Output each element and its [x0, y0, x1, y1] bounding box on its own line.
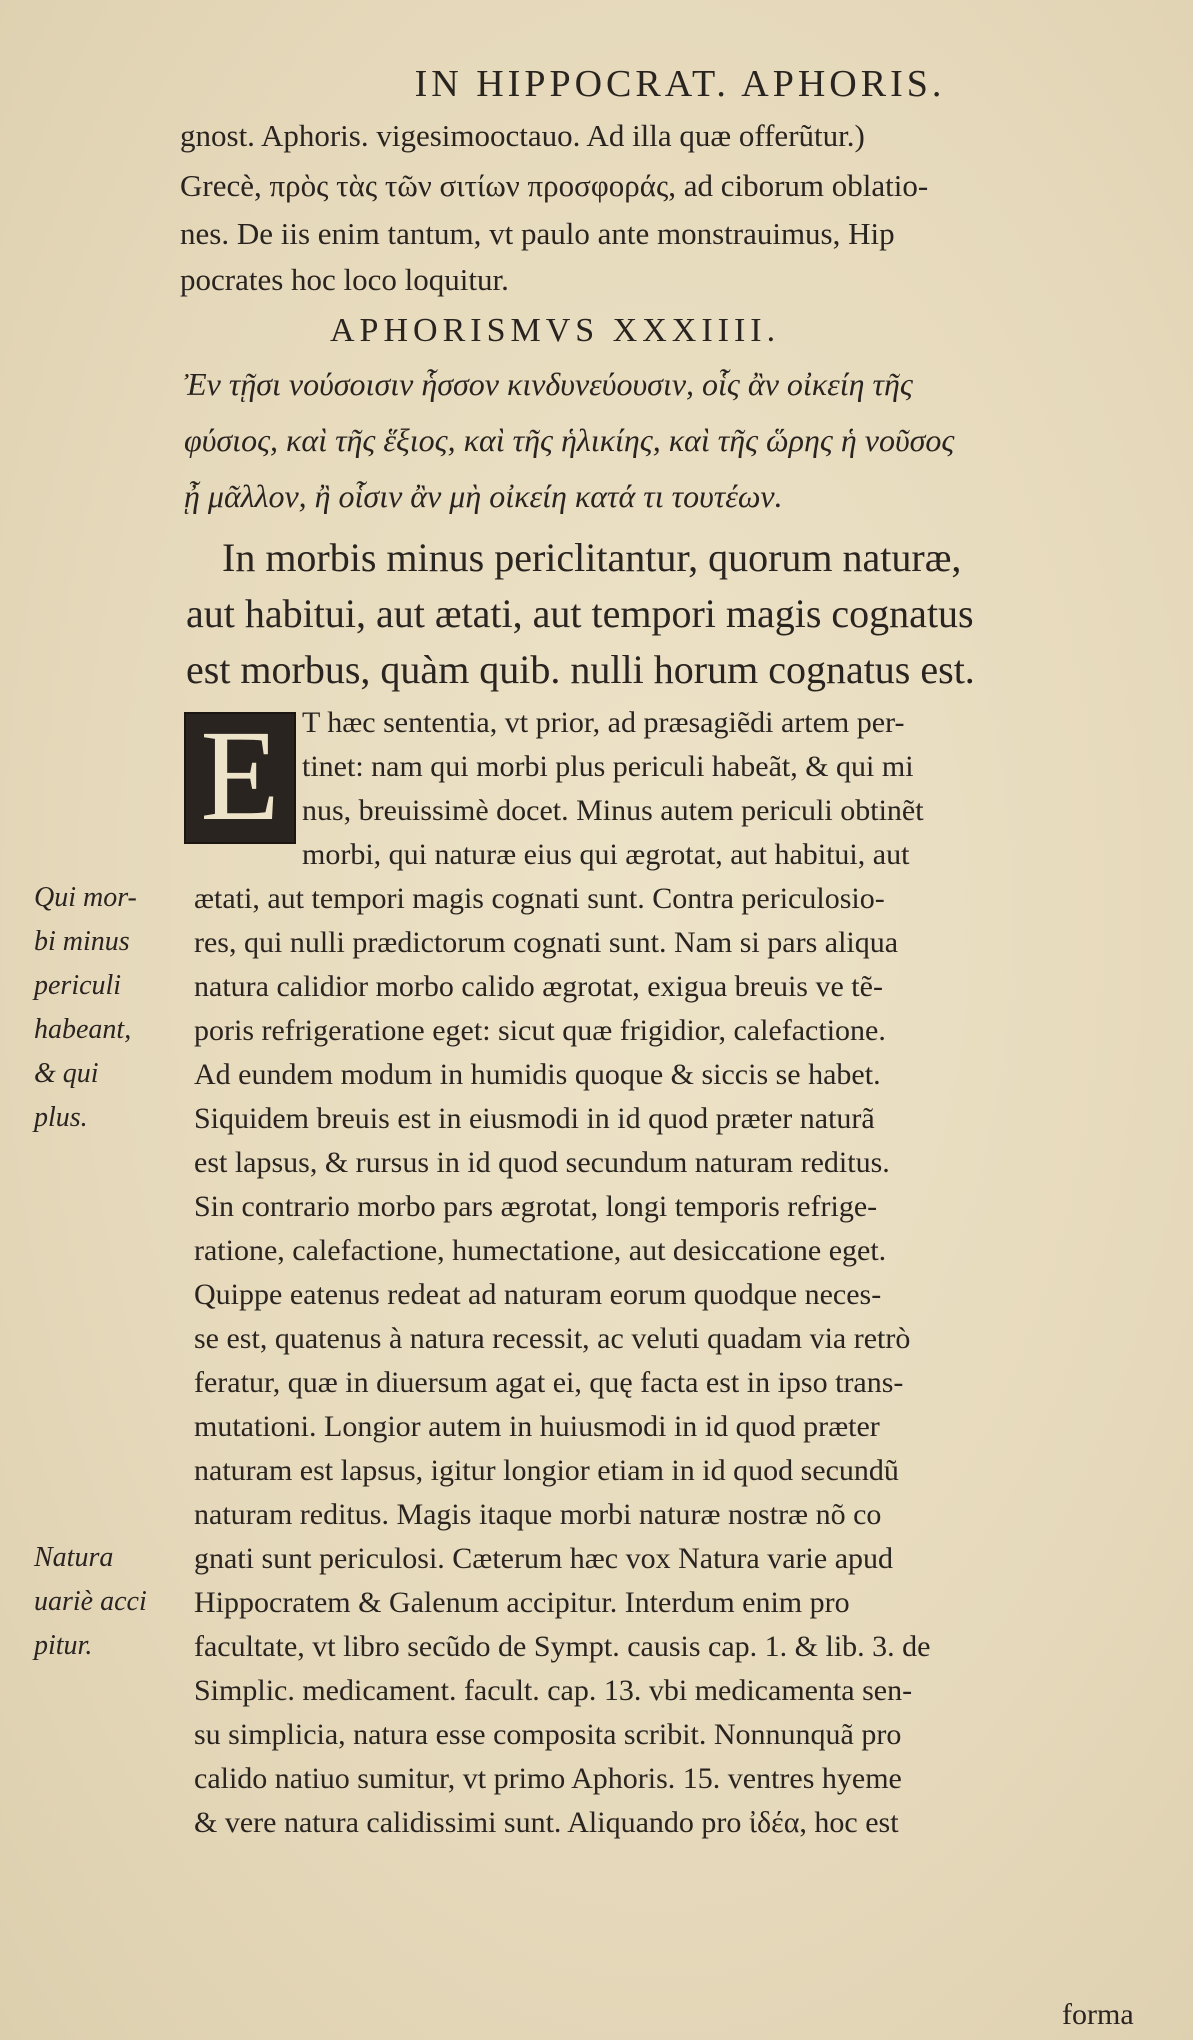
- running-header: IN HIPPOCRAT. APHORIS.: [414, 63, 946, 105]
- commentary-line: ætati, aut tempori magis cognati sunt. Contra periculosio-: [194, 882, 885, 915]
- margin-note-line: Qui mor-: [34, 882, 137, 913]
- commentary-line: tinet: nam qui morbi plus periculi habeãt, & qui mi: [302, 750, 914, 783]
- commentary-line: ratione, calefactione, humectatione, aut desiccatione eget.: [194, 1234, 887, 1267]
- commentary-line: Siquidem breuis est in eiusmodi in id quod præter naturã: [194, 1102, 875, 1135]
- aphorism-title: APHORISMVS XXXIIII.: [330, 312, 781, 349]
- commentary-line: est lapsus, & rursus in id quod secundum naturam reditus.: [194, 1146, 890, 1179]
- commentary-line: Sin contrario morbo pars ægrotat, longi temporis refrige-: [194, 1190, 878, 1223]
- commentary-line: natura calidior morbo calido ægrotat, exigua breuis ve tẽ-: [194, 970, 883, 1003]
- commentary-line: res, qui nulli prædictorum cognati sunt. Nam si pars aliqua: [194, 926, 899, 959]
- greek-text-line: Ἐν τῇσι νούσοισιν ἧσσον κινδυνεύουσιν, οἷς ἂν οἰκείη τῆς: [184, 366, 913, 402]
- margin-note-line: & qui: [34, 1058, 99, 1089]
- margin-note-line: periculi: [34, 970, 122, 1001]
- commentary-line: T hæc sententia, vt prior, ad præsagiẽdi artem per-: [302, 706, 905, 739]
- commentary-line: & vere natura calidissimi sunt. Aliquando pro ἰδέα, hoc est: [194, 1806, 899, 1839]
- commentary-line: Simplic. medicament. facult. cap. 13. vbi medicamenta sen-: [194, 1674, 913, 1707]
- commentary-line: su simplicia, natura esse composita scribit. Nonnunquã pro: [194, 1718, 902, 1751]
- commentary-line: nus, breuissimè docet. Minus autem periculi obtinẽt: [302, 794, 924, 827]
- latin-aphorism-line: aut habitui, aut ætati, aut tempori magis cognatus: [186, 591, 974, 636]
- intro-line: nes. De iis enim tantum, vt paulo ante monstrauimus, Hip: [180, 216, 895, 251]
- margin-note-line: Natura: [34, 1542, 114, 1573]
- commentary-line: naturam est lapsus, igitur longior etiam in id quod secundũ: [194, 1454, 899, 1487]
- latin-aphorism-line: est morbus, quàm quib. nulli horum cognatus est.: [186, 647, 975, 692]
- commentary-line: feratur, quæ in diuersum agat ei, quę facta est in ipso trans-: [194, 1366, 904, 1399]
- commentary-line: morbi, qui naturæ eius qui ægrotat, aut habitui, aut: [302, 838, 910, 871]
- commentary-line: poris refrigeratione eget: sicut quæ frigidior, calefactione.: [194, 1014, 886, 1047]
- margin-note-line: bi minus: [34, 926, 130, 957]
- intro-line: gnost. Aphoris. vigesimooctauo. Ad illa quæ offerũtur.): [180, 118, 865, 153]
- commentary-line: calido natiuo sumitur, vt primo Aphoris. 15. ventres hyeme: [194, 1762, 902, 1795]
- margin-note-line: uariè acci: [34, 1586, 147, 1617]
- catchword: forma: [1062, 1998, 1134, 2031]
- commentary-line: Hippocratem & Galenum accipitur. Interdum enim pro: [194, 1586, 850, 1619]
- commentary-line: se est, quatenus à natura recessit, ac veluti quadam via retrò: [194, 1322, 911, 1355]
- greek-text-line: φύσιος, καὶ τῆς ἕξιος, καὶ τῆς ἡλικίης, καὶ τῆς ὥρης ἡ νοῦσος: [184, 422, 955, 458]
- intro-line: Grecè, πρὸς τὰς τῶν σιτίων προσφοράς, ad ciborum oblatio-: [180, 168, 929, 203]
- commentary-line: naturam reditus. Magis itaque morbi naturæ nostræ nõ co: [194, 1498, 882, 1531]
- drop-cap-initial: E: [184, 712, 296, 844]
- commentary-line: Ad eundem modum in humidis quoque & siccis se habet.: [194, 1058, 881, 1091]
- commentary-line: Quippe eatenus redeat ad naturam eorum quodque neces-: [194, 1278, 882, 1311]
- commentary-line: facultate, vt libro secũdo de Sympt. causis cap. 1. & lib. 3. de: [194, 1630, 931, 1663]
- commentary-line: gnati sunt periculosi. Cæterum hæc vox Natura varie apud: [194, 1542, 894, 1575]
- latin-aphorism-line: In morbis minus periclitantur, quorum naturæ,: [222, 535, 962, 580]
- intro-line: pocrates hoc loco loquitur.: [180, 262, 509, 297]
- margin-note-line: habeant,: [34, 1014, 132, 1045]
- margin-note-line: pitur.: [34, 1630, 93, 1661]
- greek-text-line: ᾖ μᾶλλον, ἢ οἷσιν ἂν μὴ οἰκείη κατά τι τουτέων.: [184, 478, 783, 514]
- commentary-line: mutationi. Longior autem in huiusmodi in id quod præter: [194, 1410, 880, 1443]
- margin-note-line: plus.: [34, 1102, 88, 1133]
